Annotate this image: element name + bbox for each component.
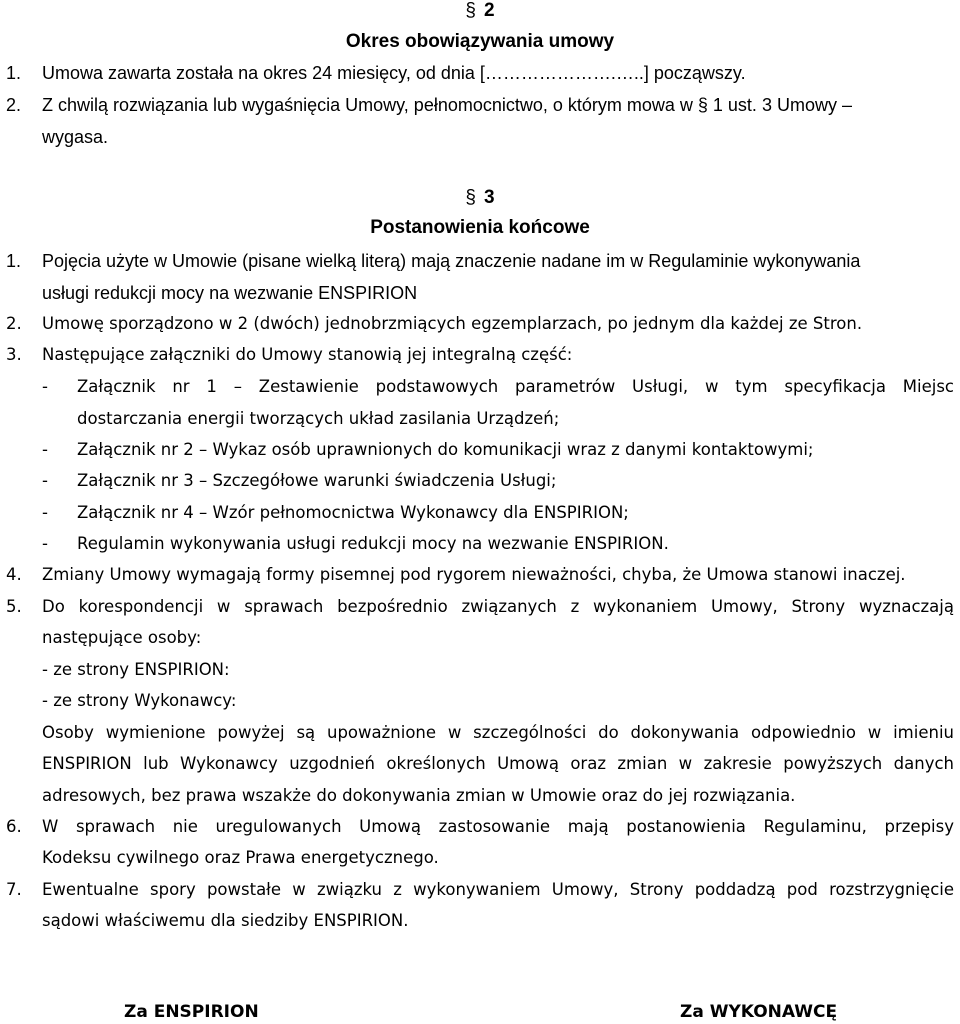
section-symbol: § [465,187,476,208]
section-symbol: § [465,0,476,21]
section-2-title: Okres obowiązywania umowy [345,31,615,52]
list-item-continuation: Osoby wymienione powyżej są upoważnione w szczególności do dokonywania odpowiednio w imieniu [42,723,954,742]
list-item-continuation: sądowi właściwemu dla siedziby ENSPIRION. [42,911,409,930]
section-3-heading [0,187,960,209]
section-number: 2 [484,0,495,21]
signature-label-enspirion: Za ENSPIRION [124,1002,259,1022]
list-item-continuation: ENSPIRION lub Wykonawcy uzgodnień określonych Umową oraz zmian w zakresie powyższych danych [42,754,954,773]
section-number: 3 [484,187,495,208]
list-item-continuation: wygasa. [42,127,109,147]
list-item-continuation: następujące osoby: [42,628,202,647]
section-2-heading [0,0,960,22]
attachment-item-continuation: dostarczania energii tworzących układ zasilania Urządzeń; [77,409,560,428]
contact-line-enspirion: - ze strony ENSPIRION: [42,660,230,679]
list-item-continuation: usługi redukcji mocy na wezwanie ENSPIRION [42,283,418,303]
list-item-continuation: adresowych, bez prawa wszakże do dokonywania zmian w Umowie oraz do jej rozwiązania. [42,786,796,805]
list-item-continuation: Kodeksu cywilnego oraz Prawa energetycznego. [42,848,439,867]
section-3-title: Postanowienia końcowe [370,217,590,238]
document-page: § 2 Okres obowiązywania umowy 1. Umowa zawarta została na okres 24 miesięcy, od dnia [………………….…..] począwszy. 2. Z chwilą rozwiązania lub wygaśnięcia Umowy, pełnomocnictwo, o którym mowa w § 1 ust. 3 Umowy – wygasa. § 3 Postanowienia końcowe 1. Pojęcia użyte w Umowie (pisane wielką literą) mają znaczenie nadane im w Regulaminie wykonywania usługi redukcji mocy na wezwanie ENSPIRION 2. Umowę sporządzono w 2 (dwóch) jednobrzmiących egzemplarzach, po jednym dla każdej ze Stron. 3. Następujące załączniki do Umowy stanowią jej integralną część: - Załącznik nr 1 – Zestawienie podstawowych parametrów Usługi, w tym specyfikacja Miejsc dostarczania energii tworzących układ zasilania Urządzeń; - Załącznik nr 2 – Wykaz osób uprawnionych do komunikacji wraz z danymi kontaktowymi; - Załącznik nr 3 – Szczegółowe warunki świadczenia Usługi; - Załącznik nr 4 – Wzór pełnomocnictwa Wykonawcy dla ENSPIRION; - Regulamin wykonywania usługi redukcji mocy na wezwanie ENSPIRION. 4. Zmiany Umowy wymagają formy pisemnej pod rygorem nieważności, chyba, że Umowa stanowi inaczej. 5. Do korespondencji w sprawach bezpośrednio związanych z wykonaniem Umowy, Strony wyznaczają następujące osoby: - ze strony ENSPIRION: - ze strony Wykonawcy: Osoby wymienione powyżej są upoważnione w szczególności do dokonywania odpowiednio w imieniu ENSPIRION lub Wykonawcy uzgodnień określonych Umową oraz zmian w zakresie powyższych danych adresowych, bez prawa wszakże do dokonywania zmian w Umowie oraz do jej rozwiązania. 6. W sprawach nie uregulowanych Umową zastosowanie mają postanowienia Regulaminu, przepisy Kodeksu cywilnego oraz Prawa energetycznego. 7. Ewentualne spory powstałe w związku z wykonywaniem Umowy, Strony poddadzą pod rozstrzygnięcie sądowi właściwemu dla siedziby ENSPIRION. Za ENSPIRION Za WYKONAWCĘ [0,0,960,1024]
signature-label-wykonawca: Za WYKONAWCĘ [680,1002,838,1022]
contact-line-wykonawca: - ze strony Wykonawcy: [42,691,237,710]
